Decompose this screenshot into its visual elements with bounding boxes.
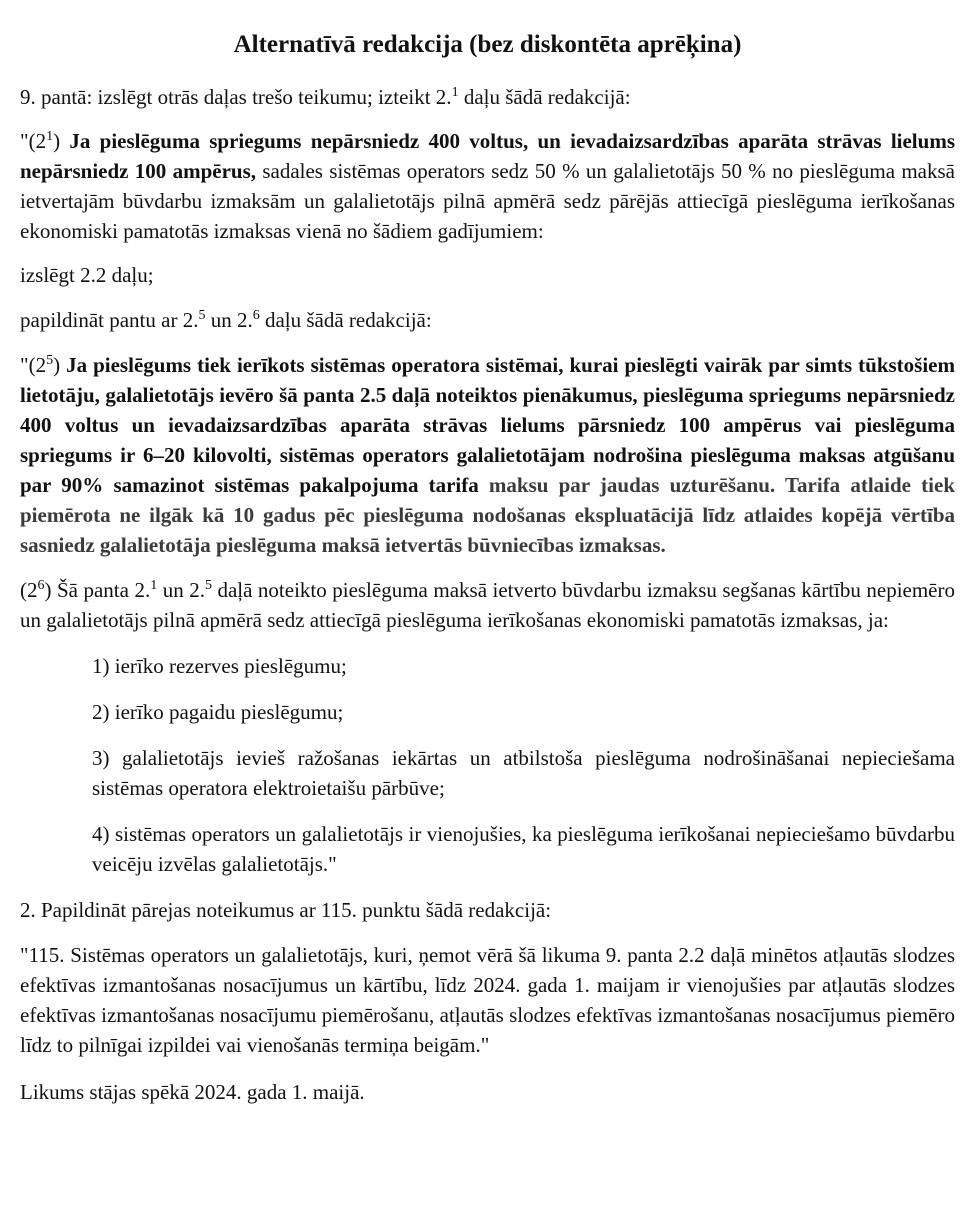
document-page: [20, 0, 955, 1107]
paragraph-2-1: "$(2^1)$ Ja pieslēguma spriegums nepārsniedz 400 voltus, un ievadaizsardzības aparāta strāvas lielums nepārsniedz 100 ampērus, sadales sistēmas operators sedz 50 % un galalietotājs 50 % no pieslēguma maksā ietvertajām būvdarbu izmaksām un galalietotājs pilnā apmērā sedz pārējās attiecīgā pieslēguma ierīkošanas ekonomiski pamatotās izmaksas vienā no šādiem gadījumiem:: [20, 129, 955, 243]
bold-provision: Ja pieslēgums tiek ierīkots sistēmas operatora sistēmai, kurai pieslēgti vairāk par simts tūkstošiem lietotāju, galalietotājs ievēro šā panta 2.5 daļā noteiktos pienākumus, pieslēguma spriegums nepārsniedz 400 voltus un ievadaizsardzības aparāta strāvas lielums pārsniedz 100 ampērus vai pieslēguma spriegums ir 6–20 kilovolti, sistēmas operators galalietotājam nodrošina pieslēguma maksas atgūšanu par 90% samazinot sistēmas pakalpojuma tarifa: [20, 353, 955, 497]
paragraph-2-6: $(2^6)$ Šā panta 2.$^1$ un 2.$^5$ daļā noteikto pieslēguma maksā ietverto būvdarbu izmaksu segšanas kārtību nepiemēro un galalietotājs pilnā apmērā sedz attiecīgā pieslēguma ierīkošanas ekonomiski pamatotās izmaksas, ja:: [20, 578, 955, 632]
intro-paragraph: 9. pantā: izslēgt otrās daļas trešo teikumu; izteikt 2.$^1$ daļu šādā redakcijā:: [20, 85, 631, 109]
point-115: "115. Sistēmas operators un galalietotājs, kuri, ņemot vērā šā likuma 9. panta 2.2 daļā minētos atļautās slodzes efektīvas izmantošanas nosacījumus un kārtību, līdz 2024. gada 1. maijam ir vienojušies par atļautās slodzes efektīvas izmantošanas nosacījumu piemērošanu, atļautās slodzes efektīvas izmantošanas nosacījumus piemēro līdz to pilnīgai izpildei vai vienošanās termiņa beigām.": [20, 943, 955, 1057]
supplement-instruction: papildināt pantu ar 2.$^5$ un 2.$^6$ daļu šādā redakcijā:: [20, 308, 432, 332]
bold-condition: Ja pieslēguma spriegums nepārsniedz 400 voltus, un ievadaizsardzības aparāta strāvas lielums nepārsniedz 100 ampērus,: [20, 129, 955, 183]
paragraph-2-5: "$(2^5)$ Ja pieslēgums tiek ierīkots sistēmas operatora sistēmai, kurai pieslēgti vairāk par simts tūkstošiem lietotāju, galalietotājs ievēro šā panta 2.5 daļā noteiktos pienākumus, pieslēguma spriegums nepārsniedz 400 voltus un ievadaizsardzības aparāta strāvas lielums pārsniedz 100 ampērus vai pieslēguma spriegums ir 6–20 kilovolti, sistēmas operators galalietotājam nodrošina pieslēguma maksas atgūšanu par 90% samazinot sistēmas pakalpojuma tarifa maksu par jaudas uzturēšanu. Tarifa atlaide tiek piemērota ne ilgāk kā 10 gadus pēc pieslēguma nodošanas ekspluatācijā līdz atlaides kopējā vērtība sasniedz galalietotāja pieslēguma maksā ietvertās būvniecības izmaksas.: [20, 353, 955, 557]
list-item: 3) galalietotājs ievieš ražošanas iekārtas un atbilstoša pieslēguma nodrošināšanai nepieciešama sistēmas operatora elektroietaišu pārbūve;: [92, 746, 955, 800]
list-item: 1) ierīko rezerves pieslēgumu;: [92, 654, 347, 678]
transitional-instruction: 2. Papildināt pārejas noteikumus ar 115. punktu šādā redakcijā:: [20, 898, 552, 922]
entry-into-force: Likums stājas spēkā 2024. gada 1. maijā.: [20, 1080, 365, 1104]
delete-instruction: izslēgt 2.2 daļu;: [20, 263, 154, 287]
list-item: 4) sistēmas operators un galalietotājs ir vienojušies, ka pieslēguma ierīkošanai nepieciešamo būvdarbu veicēju izvēlas galalietotājs.": [92, 822, 955, 876]
list-item: 2) ierīko pagaidu pieslēgumu;: [92, 700, 344, 724]
bold-provision-continued: maksu par jaudas uzturēšanu. Tarifa atlaide tiek piemērota ne ilgāk kā 10 gadus pēc pieslēguma nodošanas ekspluatācijā līdz atlaides kopējā vērtība sasniedz galalietotāja pieslēguma maksā ietvertās būvniecības izmaksas.: [20, 473, 955, 557]
document-title: Alternatīvā redakcija (bez diskontēta aprēķina): [233, 31, 742, 58]
